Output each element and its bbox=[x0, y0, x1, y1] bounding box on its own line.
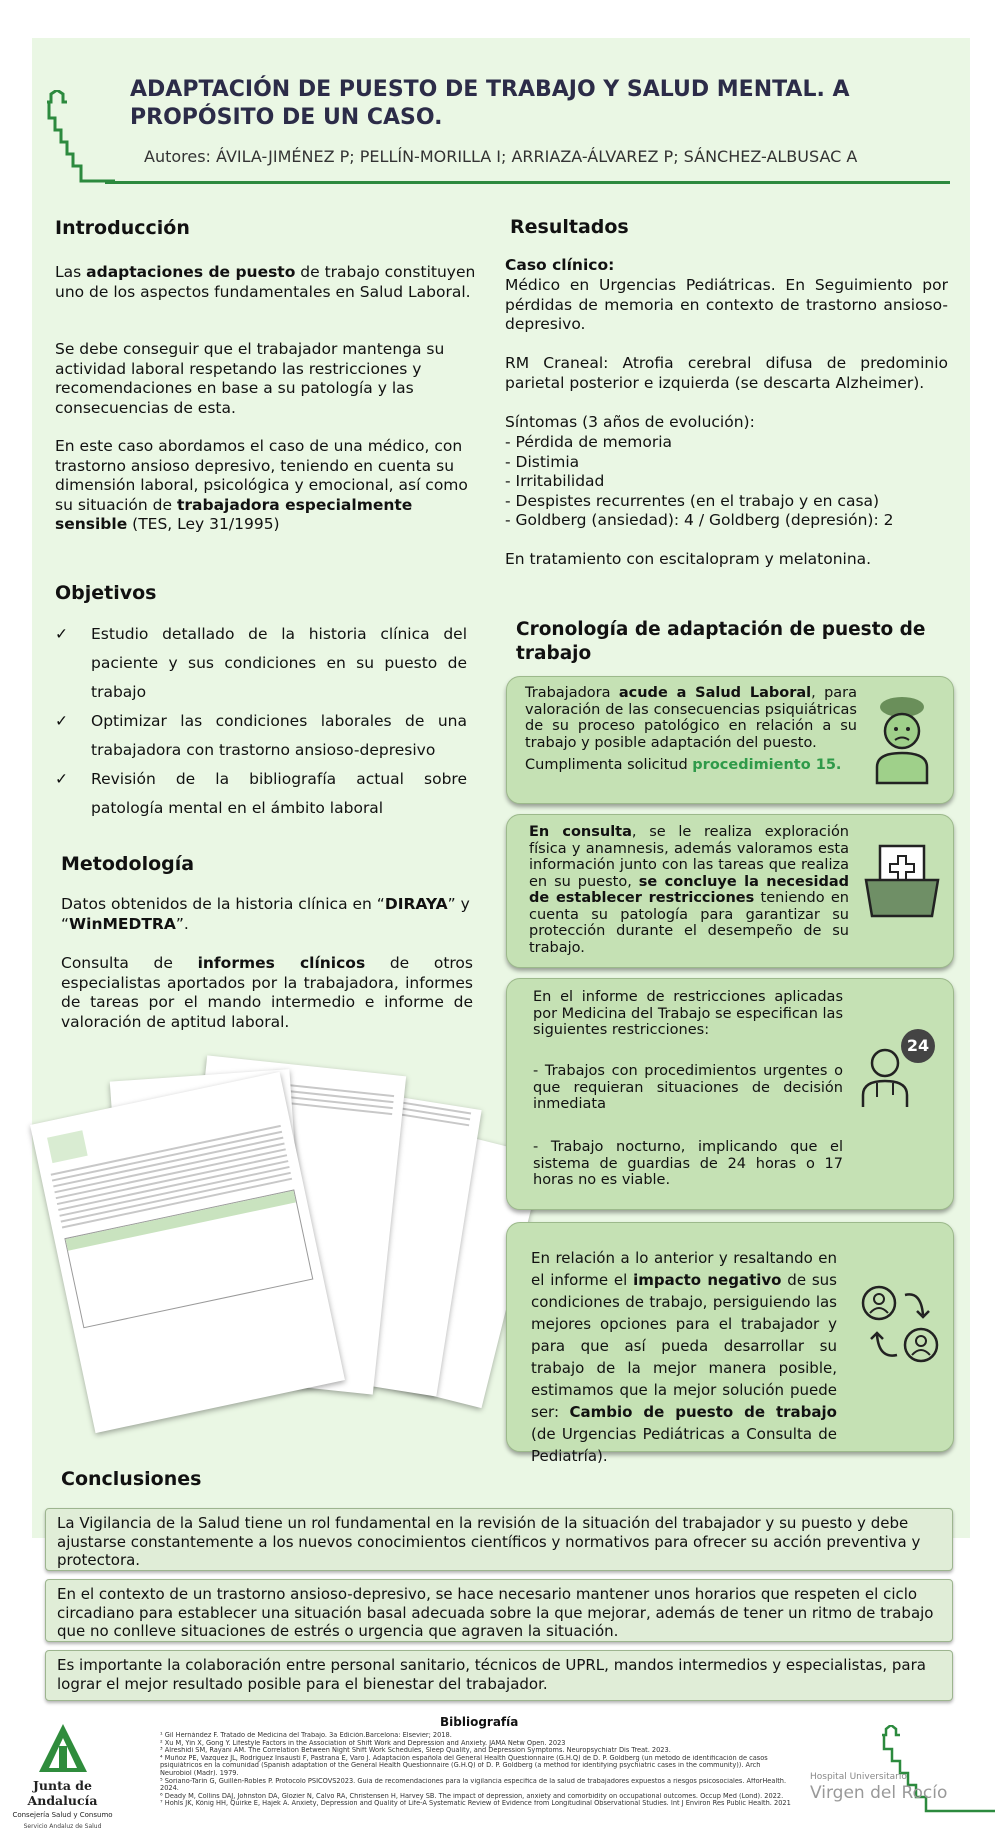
document-logo bbox=[47, 1130, 88, 1163]
case-text: Médico en Urgencias Pediátricas. En Seguimiento por pérdidas de memoria en contexto de trastorno ansioso-depresivo. bbox=[505, 276, 948, 333]
methods-p2-bold: informes clínicos bbox=[197, 954, 366, 972]
methods-p1-a: Datos obtenidos de la historia clínica en “ bbox=[61, 895, 385, 913]
rm-text: RM Craneal: Atrofia cerebral difusa de predominio parietal posterior e izquierda (se descarta Alzheimer). bbox=[505, 354, 948, 392]
hours-24-badge: 24 bbox=[901, 1029, 935, 1063]
hospital-small-label: Hospital Universitario bbox=[810, 1772, 907, 1782]
objective-item bbox=[55, 620, 467, 707]
card4-text bbox=[531, 1247, 837, 1467]
reference-item: psiquiátricos en la comunidad (Spanish adaptation of the General Health Questionnaire (G.H.Q) of D. P. Goldberg (a method for identifying psychiatric cases in the community)). Arch bbox=[160, 1762, 761, 1770]
card2-bold-c: se concluye la necesidad de establecer restricciones bbox=[529, 873, 849, 906]
chronology-card-3 bbox=[506, 978, 954, 1210]
card1-d: Cumplimenta solicitud bbox=[525, 757, 693, 773]
card1-request bbox=[525, 757, 857, 774]
hospital-name: Virgen del Rocío bbox=[810, 1783, 948, 1803]
header-divider bbox=[105, 181, 950, 184]
poster-title: ADAPTACIÓN DE PUESTO DE TRABAJO Y SALUD MENTAL. A PROPÓSITO DE UN CASO. bbox=[130, 77, 850, 130]
card3-intro: En el informe de restricciones aplicadas por Medicina del Trabajo se especifican las siguientes restricciones: bbox=[533, 989, 843, 1038]
symptom-item: - Irritabilidad bbox=[505, 472, 605, 490]
symptom-item: - Despistes recurrentes (en el trabajo y en casa) bbox=[505, 491, 880, 510]
intro-paragraph-2: Se debe conseguir que el trabajador mantenga su actividad laboral respetando las restricciones y recomendaciones en base a su patología y las consecuencias de esta. bbox=[55, 340, 445, 417]
reference-item: ¹ Gil Hernández F. Tratado de Medicina del Trabajo. 3a Edición.Barcelona: Elsevier; 2018. bbox=[160, 1732, 452, 1739]
card4-bold-b: impacto negativo bbox=[633, 1271, 782, 1289]
symptom-item: - Goldberg (ansiedad): 4 / Goldberg (depresión): 2 bbox=[505, 511, 894, 529]
intro-p3-bold: trabajadora especialmente sensible bbox=[55, 495, 413, 533]
objective-text: Estudio detallado de la historia clínica del paciente y sus condiciones en su puesto de trabajo bbox=[91, 625, 467, 701]
objective-item bbox=[55, 707, 467, 765]
card2-bold-a: En consulta bbox=[529, 824, 632, 840]
card1-c: , para valoración de las consecuencias psiquiátricas de su proceso patológico en relación a su trabajo y posible adaptación del puesto. bbox=[525, 685, 858, 751]
chronology-card-2 bbox=[506, 814, 954, 968]
methods-p2-a: Consulta de bbox=[61, 954, 198, 972]
reference-item: ⁶ Deady M, Collins DAJ, Johnston DA, Glozier N, Calvo RA, Christensen H, Harvey SB. The impact of depression, anxiety and comorbidity on occupational outcomes. Occup Med (Lond). 2022. bbox=[160, 1792, 784, 1800]
methods-heading: Metodología bbox=[61, 853, 195, 875]
document-table bbox=[64, 1189, 313, 1328]
intro-paragraph-1 bbox=[55, 263, 480, 302]
conclusions-heading: Conclusiones bbox=[61, 1468, 202, 1490]
card1-text bbox=[525, 685, 857, 774]
card2-b: , se le realiza exploración física y anamnesis, además valoramos esta información junto con las tareas que realiza en su puesto, bbox=[529, 824, 849, 890]
methods-p1-e: ”. bbox=[175, 914, 189, 933]
junta-department: Consejería Salud y Consumo bbox=[12, 1811, 113, 1819]
card4-a: En relación a lo anterior y resaltando en el informe el bbox=[531, 1249, 837, 1289]
procedure-15-link: procedimiento 15. bbox=[692, 757, 842, 773]
objective-text: Optimizar las condiciones laborales de una trabajadora con trastorno ansioso-depresivo bbox=[91, 712, 467, 759]
check-icon: ✓ bbox=[55, 625, 68, 643]
card3-restriction-2: - Trabajo nocturno, implicando que el sistema de guardias de 24 horas o 17 horas no es viable. bbox=[533, 1139, 843, 1188]
winmedtra-label: WinMEDTRA bbox=[69, 914, 176, 933]
card3-restriction-1: - Trabajos con procedimientos urgentes o que requieran situaciones de decisión inmediata bbox=[533, 1063, 843, 1112]
intro-p1-text-a: Las bbox=[55, 263, 87, 281]
intro-heading: Introducción bbox=[55, 217, 190, 239]
methods-p1-c: ” y “ bbox=[61, 895, 470, 933]
stair-logo-icon bbox=[45, 90, 115, 186]
reference-item: ⁷ Hohls JK, König HH, Quirke E, Hajek A. Anxiety, Depression and Quality of Life-A Systematic Review of Evidence from Longitudinal Observational Studies. Int J Environ Res Public Health. 2021 bbox=[160, 1800, 791, 1808]
objectives-heading: Objetivos bbox=[55, 582, 157, 604]
treatment-text: En tratamiento con escitalopram y melatonina. bbox=[505, 550, 872, 568]
reference-item: 2024. bbox=[160, 1785, 179, 1793]
objective-text: Revisión de la bibliografía actual sobre patología mental en el ámbito laboral bbox=[91, 770, 467, 817]
card4-e: (de Urgencias Pediátricas a Consulta de Pediatría). bbox=[531, 1425, 837, 1465]
methods-p2-c: de otros especialistas aportados por la trabajadora, informes de tareas por el mando intermedio e informe de valoración de aptitud laboral. bbox=[61, 954, 473, 1031]
card4-bold-d: Cambio de puesto de trabajo bbox=[569, 1403, 837, 1421]
change-person-icon bbox=[859, 1283, 943, 1367]
card1-a: Trabajadora bbox=[525, 685, 619, 701]
check-icon: ✓ bbox=[55, 712, 68, 730]
card4-c: de sus condiciones de trabajo, persiguiendo las mejores opciones para el trabajador y para que así pueda desarrollar su trabajo de la mejor manera posible, estimamos que la mejor solución puede ser: bbox=[531, 1271, 837, 1421]
symptom-item: - Pérdida de memoria bbox=[505, 433, 673, 451]
symptoms-title: Síntomas (3 años de evolución): bbox=[505, 413, 755, 431]
card2-d: teniendo en cuenta su patología para garantizar su protección durante el desempeño de su trabajo. bbox=[529, 890, 849, 956]
intro-p3-text-c: (TES, Ley 31/1995) bbox=[127, 515, 280, 533]
junta-service: Servicio Andaluz de Salud bbox=[23, 1823, 102, 1830]
chronology-heading: Cronología de adaptación de puesto de trabajo bbox=[516, 619, 926, 664]
doctor-24h-icon bbox=[857, 1029, 937, 1109]
chronology-card-4 bbox=[506, 1222, 954, 1465]
intro-p3-text-a: En este caso abordamos el caso de una médico, con trastorno ansioso depresivo, teniendo en cuenta su dimensión laboral, psicológica y emocional, así como su situación de bbox=[55, 437, 468, 514]
case-label bbox=[505, 256, 948, 276]
conclusion-box-1: La Vigilancia de la Salud tiene un rol fundamental en la revisión de la situación del trabajador y su puesto y debe ajustarse constantemente a los nuevos conocimientos científicos y normativos para ofrecer su acción preventiva y protectora. bbox=[45, 1508, 953, 1571]
reference-item: ⁵ Soriano-Tarín G, Guillén-Robles P. Protocolo PSICOVS2023. Guía de recomendaciones para la vigilancia específica de la salud de trabajadores expuestos a riesgos psicosociales. AfforHealth. bbox=[160, 1777, 787, 1785]
card2-text bbox=[529, 824, 849, 956]
reference-item: ⁴ Muñoz PE, Vazquez JL, Rodriguez Insausti F, Pastrana E, Varo J. Adaptación española del General Health Questionnaire (G.H.Q) de D. P. Goldberg (un método de identificación de casos bbox=[160, 1754, 768, 1762]
medical-folder-icon bbox=[862, 840, 942, 920]
junta-andalucia-logo bbox=[5, 1722, 120, 1830]
stressed-person-icon bbox=[867, 695, 937, 785]
authors-label: Autores: bbox=[144, 147, 211, 166]
reference-item: ³ Alreshidi SM, Rayani AM. The Correlation Between Night Shift Work Schedules, Sleep Quality, and Depression Symptoms. Neuropsychiatr Dis Treat. 2023. bbox=[160, 1747, 671, 1755]
reference-item: ² Xu M, Yin X, Gong Y. Lifestyle Factors in the Association of Shift Work and Depression and Anxiety. JAMA Netw Open. 2023 bbox=[160, 1739, 566, 1747]
reference-item: Neurobiol (Madr). 1979. bbox=[160, 1769, 239, 1777]
intro-p1-bold: adaptaciones de puesto bbox=[86, 263, 296, 281]
case-label-text: Caso clínico: bbox=[505, 256, 615, 274]
bibliography-heading: Bibliografía bbox=[440, 1715, 519, 1729]
objective-item bbox=[55, 765, 467, 823]
bibliography-list bbox=[160, 1732, 810, 1808]
card1-bold: acude a Salud Laboral bbox=[618, 685, 812, 701]
junta-name: Junta de Andalucía bbox=[27, 1778, 98, 1808]
symptoms-list bbox=[505, 433, 948, 531]
intro-p1-text-c: de trabajo constituyen uno de los aspectos fundamentales en Salud Laboral. bbox=[55, 263, 476, 301]
conclusion-box-3: Es importante la colaboración entre personal sanitario, técnicos de UPRL, mandos intermedios y especialistas, para lograr el mejor resultado posible para el bienestar del trabajador. bbox=[45, 1650, 953, 1701]
conclusion-box-2: En el contexto de un trastorno ansioso-depresivo, se hace necesario mantener unos horarios que respeten el ciclo circadiano para establecer una situación basal adecuada sobre la que mejorar, además de tener un ritmo de trabajo que no conlleve situaciones de estrés o urgencia que agraven la situación. bbox=[45, 1579, 953, 1642]
documents-illustration bbox=[40, 1055, 500, 1455]
intro-paragraph-3 bbox=[55, 437, 480, 535]
hospital-logo bbox=[810, 1725, 995, 1815]
junta-emblem-icon bbox=[35, 1722, 91, 1774]
chronology-card-1 bbox=[506, 676, 954, 804]
objectives-list bbox=[55, 620, 467, 823]
results-heading: Resultados bbox=[510, 216, 629, 238]
methods-paragraph-1 bbox=[61, 895, 473, 934]
methods-paragraph-2 bbox=[61, 954, 473, 1032]
authors bbox=[144, 147, 964, 166]
diraya-label: DIRAYA bbox=[384, 895, 448, 913]
symptom-item: - Distimia bbox=[505, 452, 580, 471]
check-icon: ✓ bbox=[55, 770, 68, 788]
authors-names: ÁVILA-JIMÉNEZ P; PELLÍN-MORILLA I; ARRIAZA-ÁLVAREZ P; SÁNCHEZ-ALBUSAC A bbox=[216, 147, 858, 166]
